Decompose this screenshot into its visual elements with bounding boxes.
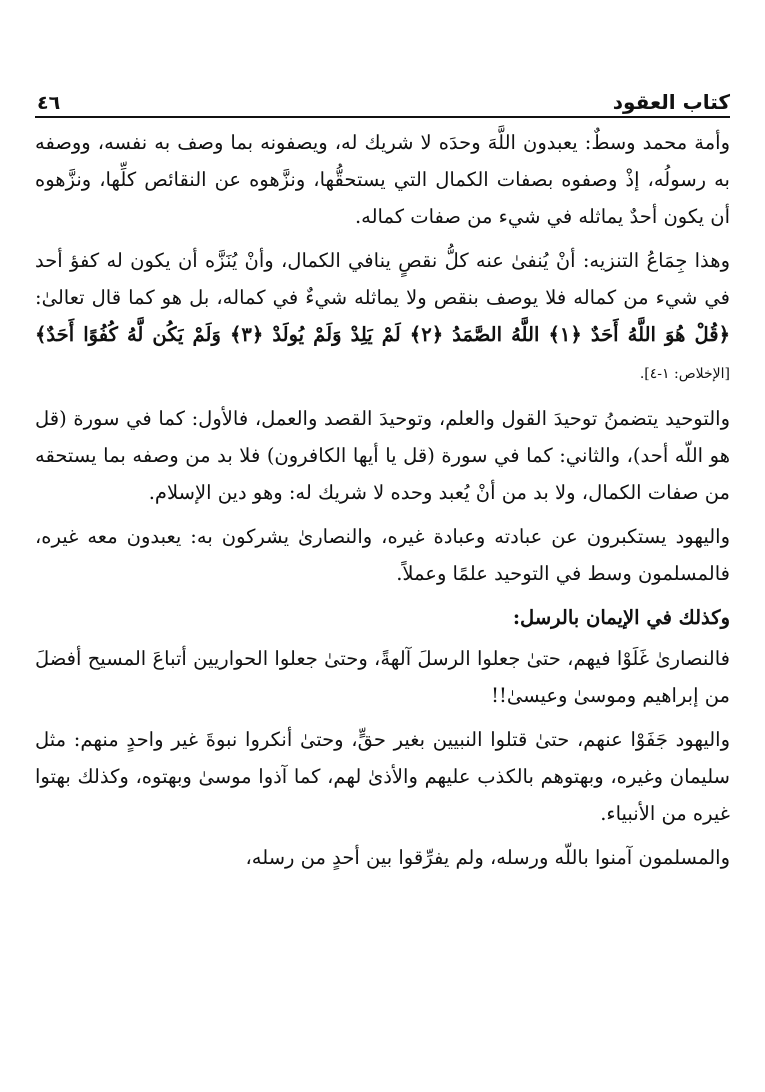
section-heading: وكذلك في الإيمان بالرسل: <box>512 606 730 629</box>
paragraph-1: وأمة محمد وسطٌ: يعبدون اللَّهَ وحدَه لا شريك له، ويصفونه بما وصف به نفسه، ووصفه به رسولُه، إذْ وصفوه بصفات الكمال التي يستحقُّها، ونزَّهوه عن النقائص كلِّها، ونزَّهوه أن يكون أحدٌ يماثله في شيء من صفات كماله. <box>35 131 730 228</box>
paragraph-5: فالنصارىٰ غَلَوْا فيهم، حتىٰ جعلوا الرسلَ آلهةً، وحتىٰ جعلوا الحواريين أتباعَ المسيح أفضلَ من إبراهيم وموسىٰ وعيسىٰ!! <box>35 647 730 707</box>
paragraph-2-text: وهذا جِمَاعُ التنزيه: أنْ يُنفىٰ عنه كلُّ نقصٍ ينافي الكمال، وأنْ يُنَزَّه أن يكون له كفؤ أحد في شيء من كماله فلا يوصف بنقص ولا يماثله شيءٌ في كماله، بل هو كما قال تعالىٰ: <box>35 249 730 309</box>
paragraph-7: والمسلمون آمنوا باللّه ورسله، ولم يفرِّقوا بين أحدٍ من رسله، <box>245 846 730 869</box>
paragraph-4: واليهود يستكبرون عن عبادته وعبادة غيره، والنصارىٰ يشركون به: يعبدون معه غيره، فالمسلمون وسط في التوحيد علمًا وعملاً. <box>35 525 730 585</box>
running-header <box>35 80 730 114</box>
paragraph-2 <box>35 242 730 393</box>
paragraph-3: والتوحيد يتضمنُ توحيدَ القول والعلم، وتوحيدَ القصد والعمل، فالأول: كما في سورة (قل هو اللّه أحد)، والثاني: كما في سورة (قل يا أيها الكافرون) فلا بد من وصفه بما يستحقه من صفات الكمال، ولا بد من أنْ يُعبد وحده لا شريك له: وهو دين الإسلام. <box>35 407 730 504</box>
paragraph-6: واليهود جَفَوْا عنهم، حتىٰ قتلوا النبيين بغير حقٍّ، وحتىٰ أنكروا نبوةَ غير واحدٍ منهم: مثل سليمان وغيره، وبهتوهم بالكذب عليهم والأذىٰ لهم، كما آذوا موسىٰ وبهتوه، وكذلك بهتوا غيره من الأنبياء. <box>35 728 730 825</box>
page-number: ٤٦ <box>37 92 61 114</box>
body-text <box>35 124 730 883</box>
book-title: كتاب العقود <box>612 90 730 114</box>
header-rule <box>35 116 730 118</box>
verse-reference: [الإخلاص: ١-٤]. <box>639 366 730 382</box>
quran-verse: ﴿قُلْ هُوَ اللَّهُ أَحَدٌ ﴿١﴾ اللَّهُ الصَّمَدُ ﴿٢﴾ لَمْ يَلِدْ وَلَمْ يُولَدْ ﴿٣﴾ وَلَمْ يَكُن لَّهُ كُفُوًا أَحَدٌ﴾ <box>35 323 730 346</box>
